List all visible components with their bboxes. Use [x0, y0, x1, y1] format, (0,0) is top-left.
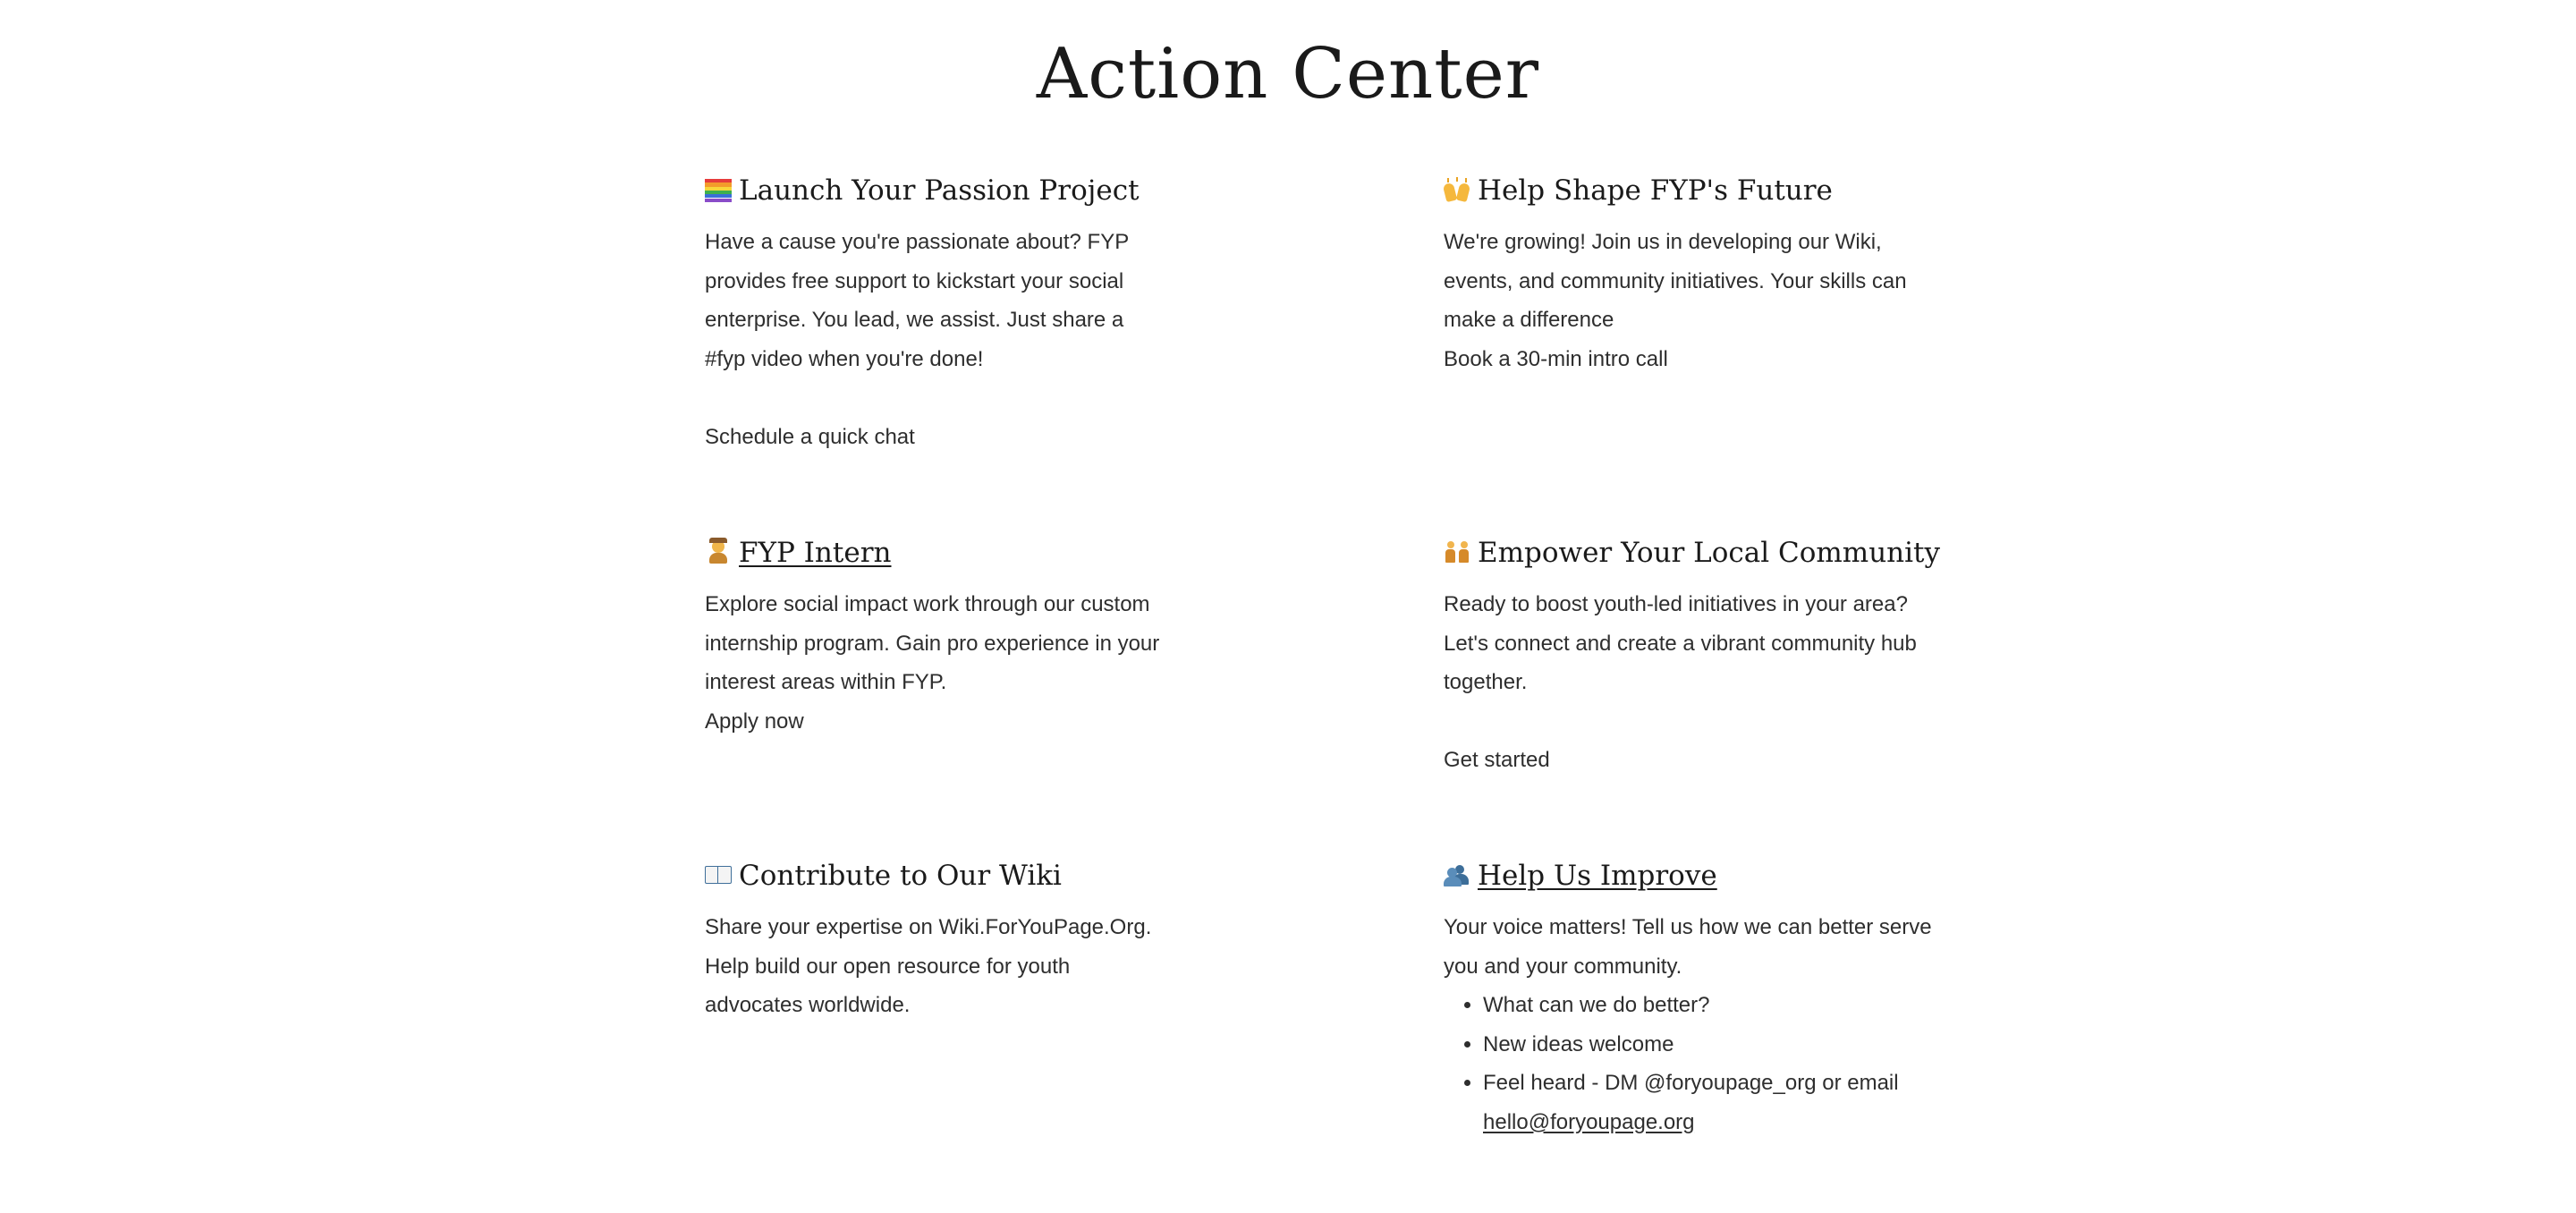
- card-wiki: [705, 856, 1170, 1025]
- card-heading-link[interactable]: [1444, 856, 1945, 895]
- card-passion-project: [705, 171, 1170, 456]
- email-link[interactable]: hello@foryoupage.org: [1483, 1109, 1695, 1134]
- card-local-community: [1444, 533, 1945, 780]
- apply-now-link[interactable]: Apply now: [705, 708, 804, 734]
- contact-text: Feel heard - DM @foryoupage_org or email: [1483, 1071, 1899, 1095]
- card-heading: [705, 856, 1170, 895]
- feedback-list: [1444, 986, 1945, 1141]
- list-item: • What can we do better?: [1483, 986, 1945, 1025]
- card-description: We're growing! Join us in developing our Wiki, events, and community initiatives. Your skills can make a difference: [1444, 230, 1907, 332]
- card-shape-future: [1444, 171, 1945, 378]
- card-improve: [1444, 856, 1945, 1141]
- list-item: • New ideas welcome: [1483, 1025, 1945, 1065]
- card-heading: [1444, 171, 1945, 210]
- page-title: Action Center: [1036, 34, 1540, 115]
- heading-text: Launch Your Passion Project: [739, 174, 1140, 207]
- rainbow-flag-icon: [705, 178, 732, 201]
- card-description: Have a cause you're passionate about? FYP provides free support to kickstart your social enterprise. You lead, we assist. Just share a #fyp video when you're done!: [705, 230, 1129, 371]
- heading-text: Empower Your Local Community: [1478, 537, 1941, 569]
- card-description: Explore social impact work through our custom internship program. Gain pro experience in your interest areas within FYP.: [705, 592, 1160, 694]
- people-holding-hands-icon: [1444, 540, 1470, 564]
- raised-hands-icon: [1444, 178, 1470, 201]
- card-intern: [705, 533, 1170, 741]
- book-intro-call-link[interactable]: Book a 30-min intro call: [1444, 346, 1668, 371]
- heading-text: Help Shape FYP's Future: [1478, 174, 1833, 207]
- busts-in-silhouette-icon: [1444, 863, 1470, 886]
- open-book-icon: [705, 863, 732, 886]
- heading-text[interactable]: FYP Intern: [739, 537, 892, 569]
- card-heading: [705, 171, 1170, 210]
- card-heading-link[interactable]: [705, 533, 1170, 573]
- heading-text: Contribute to Our Wiki: [739, 860, 1062, 892]
- get-started-link[interactable]: Get started: [1444, 748, 1550, 772]
- card-description: Ready to boost youth-led initiatives in your area? Let's connect and create a vibrant community hub together.: [1444, 592, 1917, 694]
- person-icon: [705, 540, 732, 564]
- list-item: [1483, 1064, 1945, 1141]
- card-heading: [1444, 533, 1945, 573]
- card-description: Your voice matters! Tell us how we can better serve you and your community.: [1444, 915, 1932, 979]
- schedule-chat-link[interactable]: Schedule a quick chat: [705, 424, 915, 449]
- heading-text[interactable]: Help Us Improve: [1478, 860, 1717, 892]
- card-description: Share your expertise on Wiki.ForYouPage.Org. Help build our open resource for youth advocates worldwide.: [705, 915, 1152, 1017]
